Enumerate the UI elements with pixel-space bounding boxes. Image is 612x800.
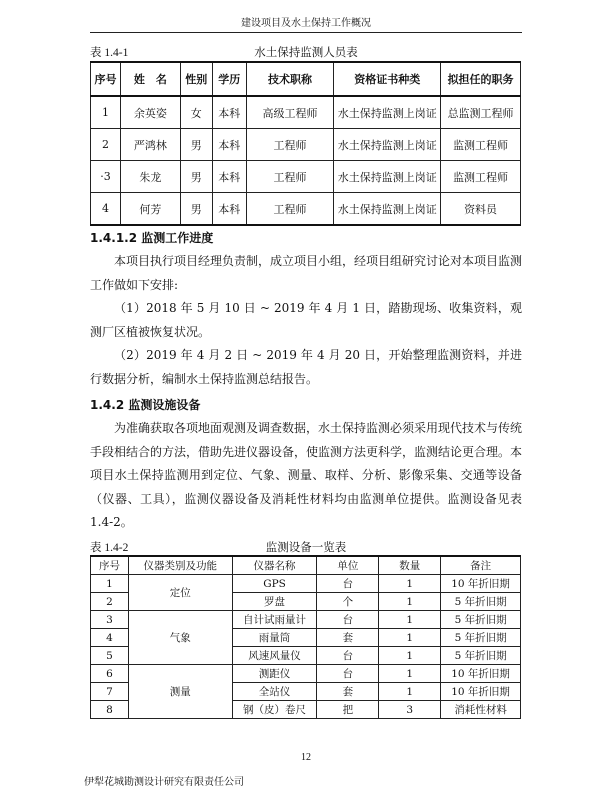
table-cell: 本科 [212,193,246,226]
table-cell: 资料员 [441,193,521,226]
table-cell: 10 年折旧期 [441,665,521,683]
table-cell: 监测工程师 [441,129,521,161]
table-cell: 总监测工程师 [441,96,521,129]
personnel-table [90,61,521,226]
table-cell: 1 [91,96,121,129]
table-cell: 2 [91,129,121,161]
table-cell: 2 [91,593,129,611]
table2-number: 表 1.4-2 [90,542,129,554]
column-header: 单位 [317,556,379,575]
table-cell: 台 [317,647,379,665]
table1-caption: 水土保持监测人员表 [254,45,358,59]
table-cell: 水土保持监测上岗证 [334,129,441,161]
column-header: 数量 [379,556,441,575]
table-header-row [91,62,521,96]
table2-caption: 监测设备一览表 [265,540,347,554]
table-cell: 7 [91,683,129,701]
category-cell: 测量 [128,665,232,719]
table-cell: 工程师 [246,193,334,226]
column-header: 技术职称 [246,62,334,96]
table-cell: 男 [180,161,212,193]
column-header: 姓 名 [120,62,180,96]
equipment-paragraph: 为准确获取各项地面观测及调查数据，水土保持监测必须采用现代技术与传统手段相结合的方法，借助先进仪器设备，使监测方法更科学，监测结论更合理。本项目水土保持监测用到定位、气象、测量、取样、分析、影像采集、交通等设备（仪器、工具），监测仪器设备及消耗性材料均由监测单位提供。监测设备见表 1.4-2。 [90,421,523,529]
table-cell: 台 [317,665,379,683]
table-cell: 何芳 [120,193,180,226]
table-cell: 测距仪 [232,665,317,683]
table-cell: 3 [91,611,129,629]
table-row [91,161,521,193]
header-rule [90,32,522,33]
table-cell: 水土保持监测上岗证 [334,96,441,129]
column-header: 学历 [212,62,246,96]
table-row [91,193,521,226]
equipment-table [90,555,521,719]
table-cell: 6 [91,665,129,683]
table-cell: 5 年折旧期 [441,647,521,665]
category-cell: 气象 [128,611,232,665]
table-cell: 1 [91,575,129,593]
table-cell: 3 [379,701,441,719]
table-cell: 罗盘 [232,593,317,611]
table-cell: 自计试雨量计 [232,611,317,629]
progress-item-1: （1）2018 年 5 月 10 日 ~ 2019 年 4 月 1 日，踏勘现场、收集资料，观测厂区植被恢复状况。 [90,301,522,339]
table-cell: 1 [379,683,441,701]
table-row [91,129,521,161]
table-cell: 严鸿林 [120,129,180,161]
table-cell: 4 [91,193,121,226]
table-cell: 雨量筒 [232,629,317,647]
column-header: 仪器名称 [232,556,317,575]
table-cell: GPS [232,575,317,593]
table-cell: 把 [317,701,379,719]
category-cell: 定位 [128,575,232,611]
column-header: 仪器类别及功能 [128,556,232,575]
table-row [91,665,521,683]
table-cell: 男 [180,129,212,161]
table-header-row [91,556,521,575]
section-heading-work-progress: 1.4.1.2 监测工作进度 [90,231,214,245]
table-cell: 水土保持监测上岗证 [334,193,441,226]
table-cell: 本科 [212,161,246,193]
table-cell: 朱龙 [120,161,180,193]
table-cell: 消耗性材料 [441,701,521,719]
table-cell: 全站仪 [232,683,317,701]
table-cell: 10 年折旧期 [441,575,521,593]
table-cell: 1 [379,629,441,647]
column-header: 拟担任的职务 [441,62,521,96]
table-cell: 5 年折旧期 [441,611,521,629]
table-row [91,96,521,129]
table-cell: 女 [180,96,212,129]
table-cell: 台 [317,611,379,629]
table-cell: 水土保持监测上岗证 [334,161,441,193]
table-cell: 5 [91,647,129,665]
section-heading-equipment: 1.4.2 监测设施设备 [90,398,201,412]
table-cell: 工程师 [246,129,334,161]
table-cell: 1 [379,611,441,629]
progress-item-2: （2）2019 年 4 月 2 日 ~ 2019 年 4 月 20 日，开始整理监测资料，并进行数据分析，编制水土保持监测总结报告。 [90,348,522,386]
table-cell: 台 [317,575,379,593]
progress-intro-paragraph: 本项目执行项目经理负责制，成立项目小组，经项目组研究讨论对本项目监测工作做如下安排: [90,254,523,292]
table-cell: 1 [379,665,441,683]
table-cell: 钢（皮）卷尺 [232,701,317,719]
table-cell: 高级工程师 [246,96,334,129]
table-cell: 风速风量仪 [232,647,317,665]
table-cell: 本科 [212,96,246,129]
column-header: 备注 [441,556,521,575]
table-cell: 套 [317,629,379,647]
table-cell: 套 [317,683,379,701]
column-header: 序号 [91,62,121,96]
column-header: 性别 [180,62,212,96]
table-cell: 5 年折旧期 [441,593,521,611]
table1-number: 表 1.4-1 [90,47,129,59]
table-cell: 1 [379,647,441,665]
table-row [91,575,521,593]
page-number: 12 [301,752,311,763]
column-header: 资格证书种类 [334,62,441,96]
column-header: 序号 [91,556,129,575]
table-cell: 工程师 [246,161,334,193]
footer-company: 伊犁花城勘测设计研究有限责任公司 [84,777,244,788]
table-cell: 1 [379,593,441,611]
table-cell: ·3 [91,161,121,193]
table-cell: 5 年折旧期 [441,629,521,647]
table-row [91,611,521,629]
table-cell: 男 [180,193,212,226]
table-cell: 余英姿 [120,96,180,129]
table-cell: 4 [91,629,129,647]
table-cell: 个 [317,593,379,611]
table-cell: 本科 [212,129,246,161]
running-header: 建设项目及水土保持工作概况 [241,18,371,29]
table-cell: 1 [379,575,441,593]
table-cell: 8 [91,701,129,719]
table-cell: 10 年折旧期 [441,683,521,701]
table-cell: 监测工程师 [441,161,521,193]
